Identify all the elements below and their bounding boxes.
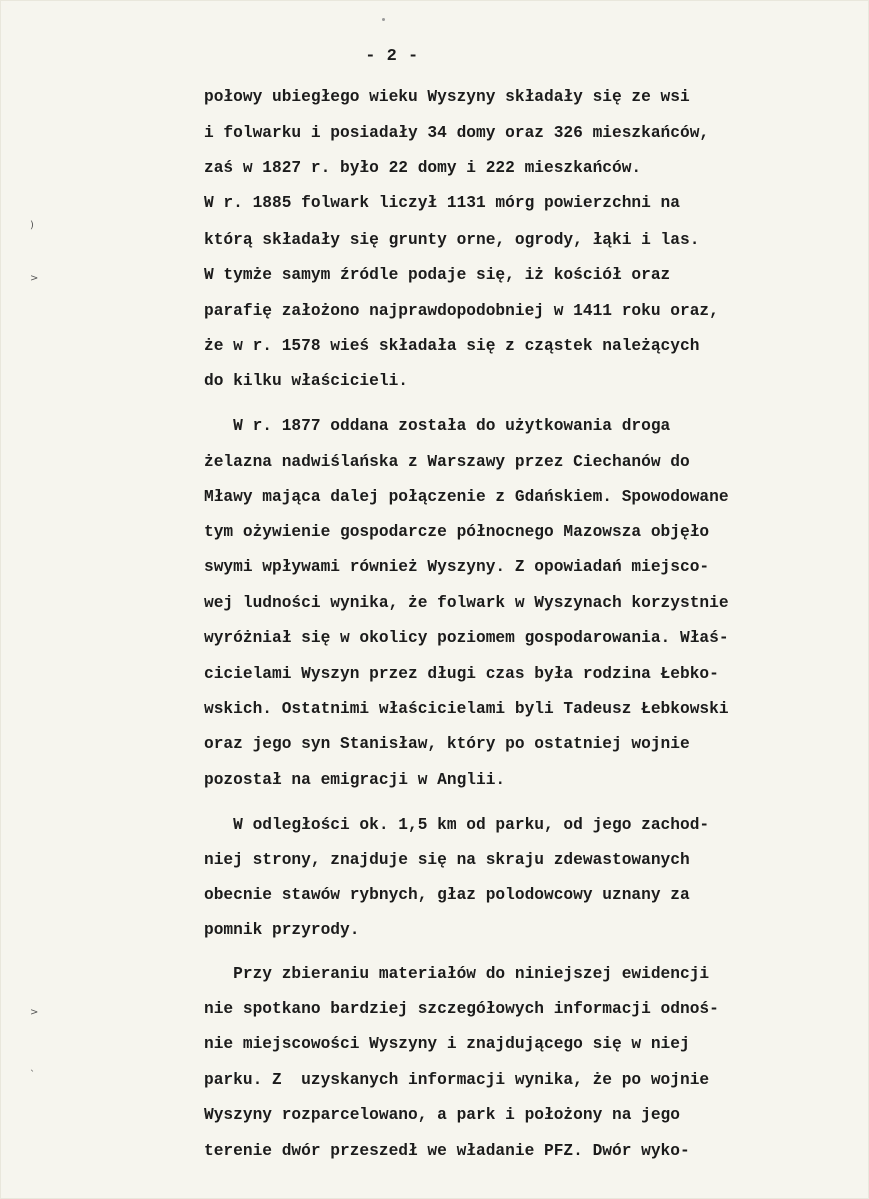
text-line: wskich. Ostatnimi właścicielami byli Tadeusz Łebkowski — [204, 700, 729, 718]
text-line: wej ludności wynika, że folwark w Wyszynach korzystnie — [204, 594, 729, 612]
margin-mark: > — [30, 1007, 39, 1018]
margin-mark: ) — [30, 220, 34, 231]
text-line: W tymże samym źródle podaje się, iż kościół oraz — [204, 266, 671, 284]
paper-speck — [382, 18, 385, 21]
text-line: parafię założono najprawdopodobniej w 1411 roku oraz, — [204, 302, 719, 320]
text-line: pozostał na emigracji w Anglii. — [204, 771, 506, 789]
text-line: wyróżniał się w okolicy poziomem gospodarowania. Właś- — [204, 629, 729, 647]
text-line: W odległości ok. 1,5 km od parku, od jego zachod- — [204, 816, 710, 834]
text-line: Przy zbieraniu materiałów do niniejszej ewidencji — [204, 965, 710, 983]
text-line: parku. Z uzyskanych informacji wynika, że po wojnie — [204, 1071, 710, 1089]
margin-mark: > — [30, 273, 39, 284]
text-line: do kilku właścicieli. — [204, 372, 408, 390]
text-line: W r. 1877 oddana została do użytkowania droga — [204, 417, 671, 435]
text-line: Wyszyny rozparcelowano, a park i położony na jego — [204, 1106, 680, 1124]
text-line: Mławy mająca dalej połączenie z Gdańskiem. Spowodowane — [204, 488, 729, 506]
text-line: pomnik przyrody. — [204, 921, 360, 939]
page-number: - 2 - — [365, 47, 419, 66]
text-line: oraz jego syn Stanisław, który po ostatniej wojnie — [204, 735, 690, 753]
text-line: tym ożywienie gospodarcze północnego Mazowsza objęło — [204, 523, 710, 541]
text-line: żelazna nadwiślańska z Warszawy przez Ciechanów do — [204, 453, 690, 471]
text-line: nie miejscowości Wyszyny i znajdującego się w niej — [204, 1035, 690, 1053]
text-line: obecnie stawów rybnych, głaz polodowcowy uznany za — [204, 886, 690, 904]
text-line: i folwarku i posiadały 34 domy oraz 326 mieszkańców, — [204, 124, 710, 142]
text-line: terenie dwór przeszedł we władanie PFZ. Dwór wyko- — [204, 1142, 690, 1160]
text-line: że w r. 1578 wieś składała się z cząstek należących — [204, 337, 700, 355]
text-line: swymi wpływami również Wyszyny. Z opowiadań miejsco- — [204, 558, 710, 576]
text-line: którą składały się grunty orne, ogrody, łąki i las. — [204, 231, 700, 249]
text-line: nie spotkano bardziej szczegółowych informacji odnoś- — [204, 1000, 719, 1018]
text-line: cicielami Wyszyn przez długi czas była rodzina Łebko- — [204, 665, 719, 683]
margin-mark: ˎ — [30, 1061, 35, 1072]
text-line: zaś w 1827 r. było 22 domy i 222 mieszkańców. — [204, 159, 642, 177]
text-line: połowy ubiegłego wieku Wyszyny składały się ze wsi — [204, 88, 690, 106]
text-line: W r. 1885 folwark liczył 1131 mórg powierzchni na — [204, 194, 680, 212]
text-line: niej strony, znajduje się na skraju zdewastowanych — [204, 851, 690, 869]
